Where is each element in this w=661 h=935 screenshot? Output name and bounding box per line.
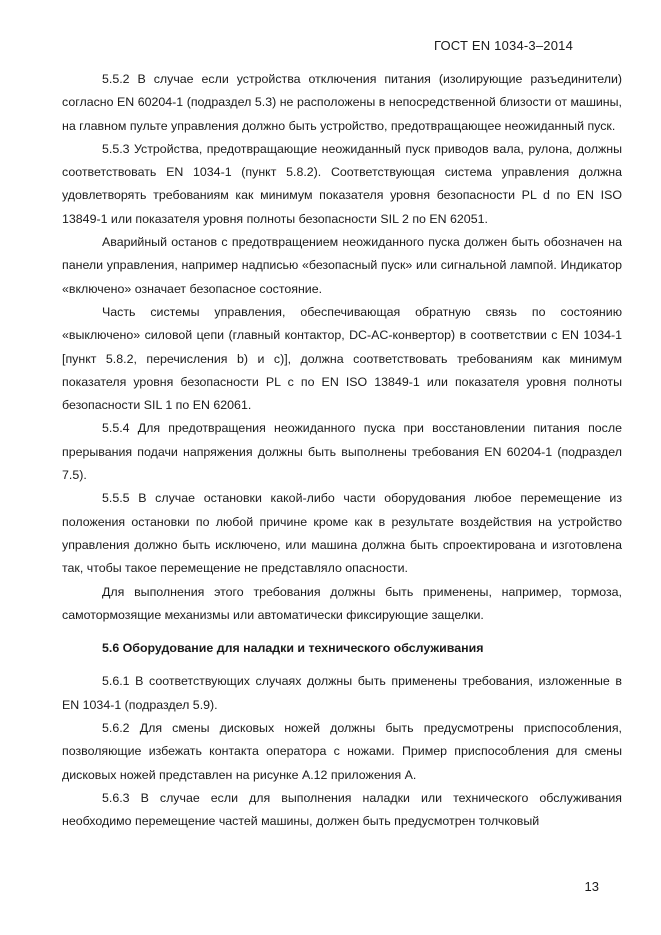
- paragraph-emergency-stop: Аварийный останов с предотвращением неожиданного пуска должен быть обозначен на панели управления, например надписью «безопасный пуск» или сигнальной лампой. Индикатор «включено» означает безопасное состояние.: [62, 235, 622, 296]
- paragraph-5-5-5: 5.5.5 В случае остановки какой-либо части оборудования любое перемещение из положения остановки по любой причине кроме как в результате воздействия на устройство управления должно быть исключено, или машина должна быть спроектирована и изготовлена так, чтобы такое перемещение не представляло опасности.: [62, 491, 622, 576]
- page-content: [62, 68, 622, 834]
- paragraph-5-6-2: 5.6.2 Для смены дисковых ножей должны быть предусмотрены приспособления, позволяющие избежать контакта оператора с ножами. Пример приспособления для смены дисковых ножей представлен на рисунке А.12 приложения А.: [62, 721, 622, 782]
- section-heading-5-6: 5.6 Оборудование для наладки и технического обслуживания: [102, 641, 484, 656]
- page-number: 13: [584, 879, 599, 894]
- paragraph-5-6-1: 5.6.1 В соответствующих случаях должны быть применены требования, изложенные в EN 1034-1 (подраздел 5.9).: [62, 674, 622, 712]
- paragraph-feedback-control: Часть системы управления, обеспечивающая обратную связь по состоянию «выключено» силовой цепи (главный контактор, DC-AC-конвертор) в соответствии с EN 1034-1 [пункт 5.8.2, перечисления b) и c)], должна соответствовать требованиям как минимум показателя уровня безопасности PL c по EN ISO 13849-1 или показателя уровня полноты безопасности SIL 1 по EN 62061.: [62, 304, 622, 413]
- page-header-standard: ГОСТ EN 1034-3–2014: [433, 38, 573, 53]
- paragraph-5-5-3: 5.5.3 Устройства, предотвращающие неожиданный пуск приводов вала, рулона, должны соответствовать EN 1034-1 (пункт 5.8.2). Соответствующая система управления должна удовлетворять требованиям как минимум показателя уровня безопасности PL d по EN ISO 13849-1 или показателя уровня полноты безопасности SIL 2 по EN 62051.: [62, 141, 622, 226]
- paragraph-5-5-4: 5.5.4 Для предотвращения неожиданного пуска при восстановлении питания после прерывания подачи напряжения должны быть выполнены требования EN 60204-1 (подраздел 7.5).: [62, 421, 622, 483]
- paragraph-5-6-3: 5.6.3 В случае если для выполнения наладки или технического обслуживания необходимо перемещение частей машины, должен быть предусмотрен толчковый: [62, 790, 622, 829]
- paragraph-5-5-2: 5.5.2 В случае если устройства отключения питания (изолирующие разъединители) согласно EN 60204-1 (подраздел 5.3) не расположены в непосредственной близости от машины, на главном пульте управления должно быть устройство, предотвращающее неожиданный пуск.: [62, 72, 622, 133]
- paragraph-brakes: Для выполнения этого требования должны быть применены, например, тормоза, самотормозящие механизмы или автоматически фиксирующие защелки.: [62, 584, 622, 622]
